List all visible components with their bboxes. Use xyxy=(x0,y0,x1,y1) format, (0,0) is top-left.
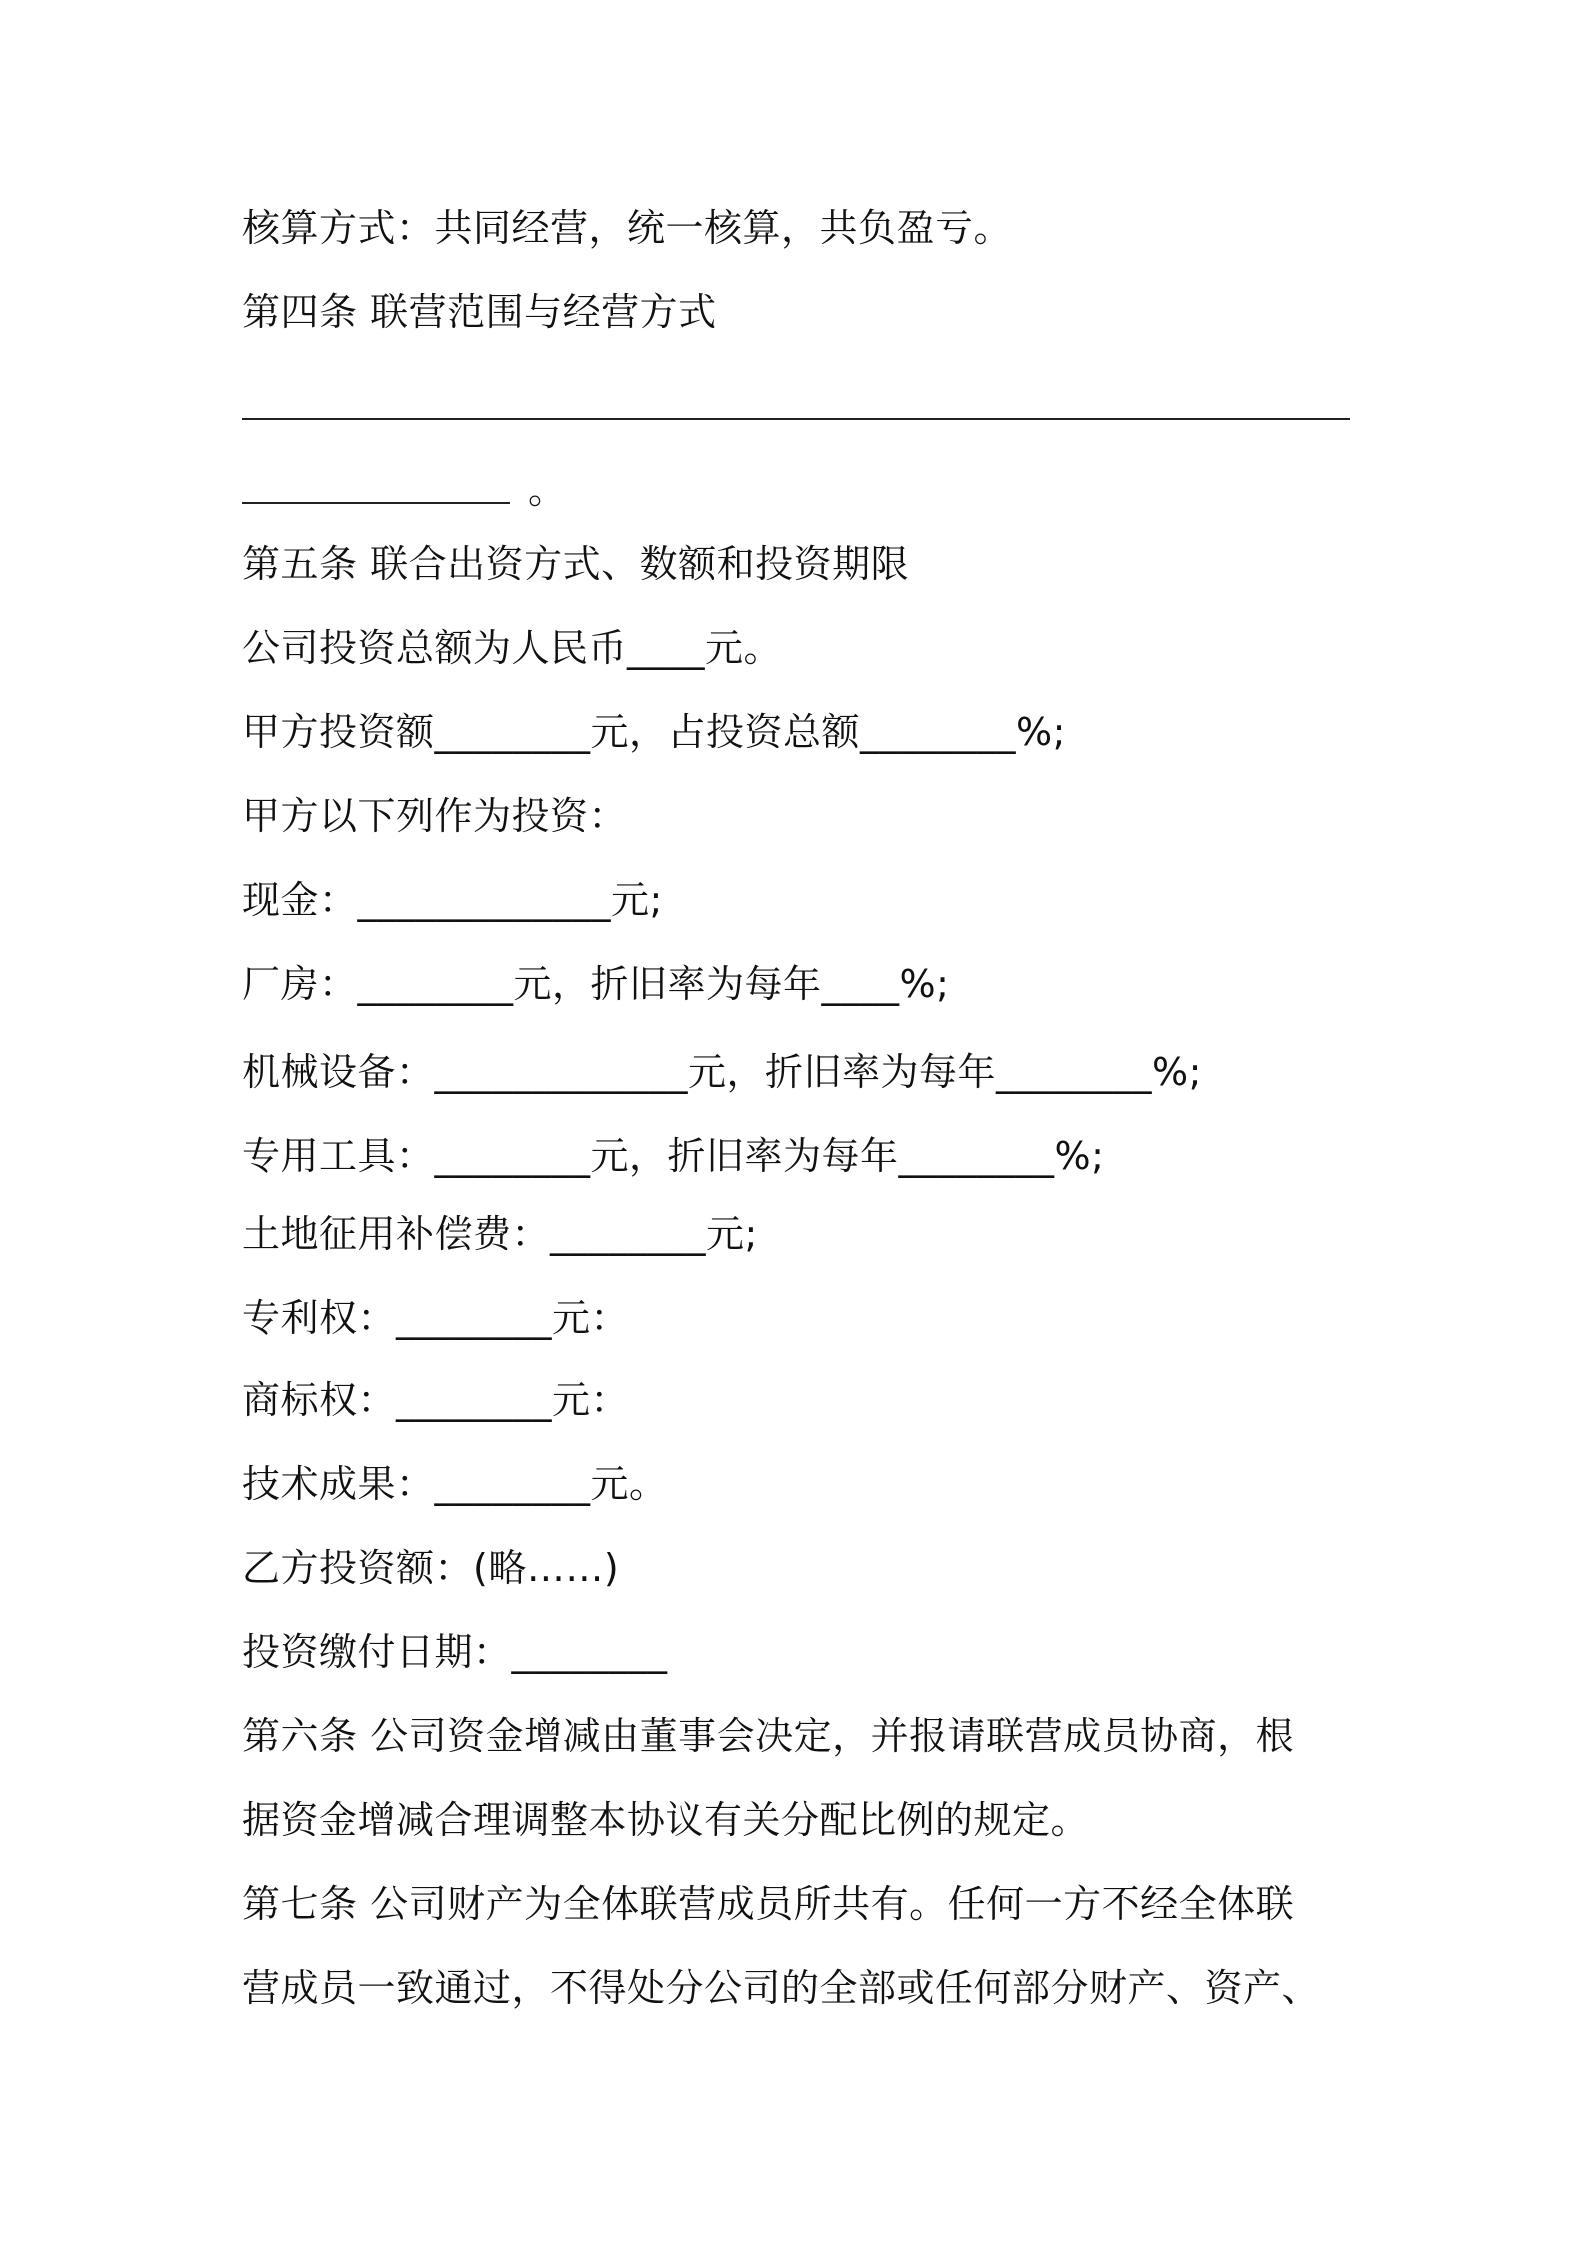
party-a-investment-line: 甲方投资额________元，占投资总额________%; xyxy=(242,710,1066,754)
total-investment-line: 公司投资总额为人民币____元。 xyxy=(242,626,783,670)
trademark-right-line: 商标权：________元： xyxy=(242,1378,630,1422)
technical-achievements-line: 技术成果：________元。 xyxy=(242,1462,668,1506)
machinery-equipment-line: 机械设备：_____________元，折旧率为每年________%; xyxy=(242,1050,1202,1094)
article-6-line-2: 据资金增减合理调整本协议有关分配比例的规定。 xyxy=(242,1798,1090,1842)
blank-end-period: 。 xyxy=(528,468,567,512)
patent-right-line: 专利权：________元： xyxy=(242,1296,630,1340)
article-7-line-2: 营成员一致通过，不得处分公司的全部或任何部分财产、资产、 xyxy=(242,1966,1321,2010)
article-4-heading: 第四条 联营范围与经营方式 xyxy=(242,290,717,334)
article-6-line-1: 第六条 公司资金增减由董事会决定，并报请联营成员协商，根 xyxy=(242,1714,1295,1758)
payment-date-line: 投资缴付日期：________ xyxy=(242,1630,668,1674)
blank-line-long xyxy=(242,418,1350,420)
accounting-method-line: 核算方式：共同经营，统一核算，共负盈亏。 xyxy=(242,206,1013,250)
blank-line-short xyxy=(242,502,510,504)
party-a-investment-items-heading: 甲方以下列作为投资： xyxy=(242,794,628,838)
article-7-line-1: 第七条 公司财产为全体联营成员所共有。任何一方不经全体联 xyxy=(242,1882,1295,1926)
special-tools-line: 专用工具：________元，折旧率为每年________%; xyxy=(242,1134,1105,1178)
cash-line: 现金：_____________元; xyxy=(242,878,663,922)
factory-building-line: 厂房：________元，折旧率为每年____%; xyxy=(242,962,950,1006)
party-b-investment-line: 乙方投资额：(略……) xyxy=(242,1546,620,1590)
land-compensation-line: 土地征用补偿费：________元; xyxy=(242,1212,758,1256)
article-5-heading: 第五条 联合出资方式、数额和投资期限 xyxy=(242,542,910,586)
